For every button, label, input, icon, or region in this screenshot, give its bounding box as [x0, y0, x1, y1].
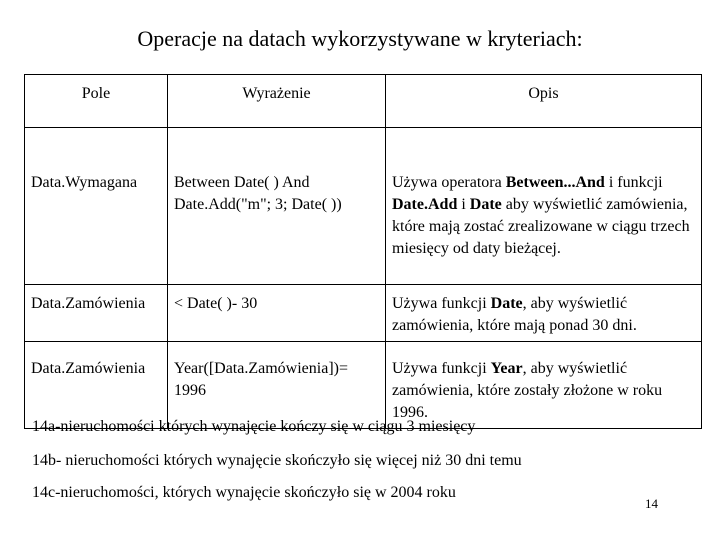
- cell-field: Data.Wymagana: [25, 128, 168, 285]
- description-text: aby wyświetlić zamówienia, które mają zostać zrealizowane w ciągu trzech miesięcy od daty bieżącej.: [392, 196, 690, 257]
- header-description: Opis: [386, 75, 702, 128]
- page-title: Operacje na datach wykorzystywane w kryteriach:: [137, 26, 583, 51]
- bold-term: Between...And: [505, 174, 605, 191]
- cell-description: [386, 285, 702, 342]
- bold-term: Date: [490, 295, 523, 312]
- description-text: Używa funkcji: [392, 295, 491, 312]
- cell-description: [386, 342, 702, 429]
- description-text: , aby wyświetlić zamówienia, które zostały złożone w roku 1996.: [392, 360, 663, 421]
- criteria-table: [24, 74, 702, 429]
- note-14b: 14b- nieruchomości których wynajęcie skończyło się więcej niż 30 dni temu: [32, 452, 522, 469]
- cell-expression: Between Date( ) And Date.Add("m"; 3; Date( )): [168, 128, 386, 285]
- description-text: Używa funkcji: [392, 360, 491, 377]
- bold-term: Date.Add: [392, 196, 458, 213]
- note-14c: 14c-nieruchomości, których wynajęcie skończyło się w 2004 roku: [32, 484, 456, 501]
- bold-term: Date: [469, 196, 502, 213]
- cell-description: [386, 128, 702, 285]
- header-field: Pole: [25, 75, 168, 128]
- table-header-row: [25, 75, 702, 128]
- cell-field: Data.Zamówienia: [25, 342, 168, 429]
- page-number: 14: [645, 496, 658, 511]
- description-text: i: [457, 196, 470, 213]
- table-row: [25, 128, 702, 285]
- bold-term: Year: [490, 360, 523, 377]
- description-text: i funkcji: [604, 174, 663, 191]
- cell-expression: < Date( )- 30: [168, 285, 386, 342]
- header-expression: Wyrażenie: [168, 75, 386, 128]
- description-text: Używa operatora: [392, 174, 506, 191]
- table-row: [25, 342, 702, 429]
- cell-expression: Year([Data.Zamówienia])= 1996: [168, 342, 386, 429]
- description-text: , aby wyświetlić zamówienia, które mają ponad 30 dni.: [392, 295, 637, 334]
- note-14a: 14a-nieruchomości których wynajęcie kończy się w ciągu 3 miesięcy: [32, 418, 476, 435]
- cell-field: Data.Zamówienia: [25, 285, 168, 342]
- table-row: [25, 285, 702, 342]
